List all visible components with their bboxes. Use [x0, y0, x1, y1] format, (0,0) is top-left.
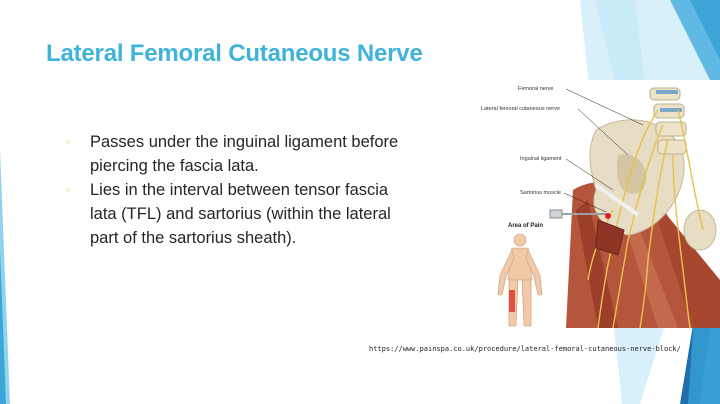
bullet-marker: ○	[66, 187, 71, 194]
anatomy-illustration	[478, 80, 720, 328]
label-femoral-nerve: Femoral nerve	[518, 86, 554, 92]
label-area-of-pain: Area of Pain	[508, 223, 544, 229]
source-url[interactable]: https://www.painspa.co.uk/procedure/lateral-femoral-cutaneous-nerve-block/	[369, 345, 681, 353]
bullet-list	[66, 130, 406, 250]
bullet-item	[66, 130, 406, 178]
leader-lines	[478, 80, 720, 328]
bullet-text: Lies in the interval between tensor fascia lata (TFL) and sartorius (within the lateral part of the sartorius sheath).	[90, 181, 391, 247]
bullet-marker: ○	[66, 139, 71, 146]
label-inguinal-ligament: Inguinal ligament	[520, 156, 562, 162]
bullet-text: Passes under the inguinal ligament before piercing the fascia lata.	[90, 133, 399, 175]
bullet-item	[66, 178, 406, 250]
left-edge-decoration	[0, 0, 14, 404]
slide-title: Lateral Femoral Cutaneous Nerve	[46, 40, 423, 67]
label-lfcn: Lateral femoral cutaneous nerve	[481, 106, 560, 112]
label-sartorius: Sartorius muscle	[520, 190, 561, 196]
